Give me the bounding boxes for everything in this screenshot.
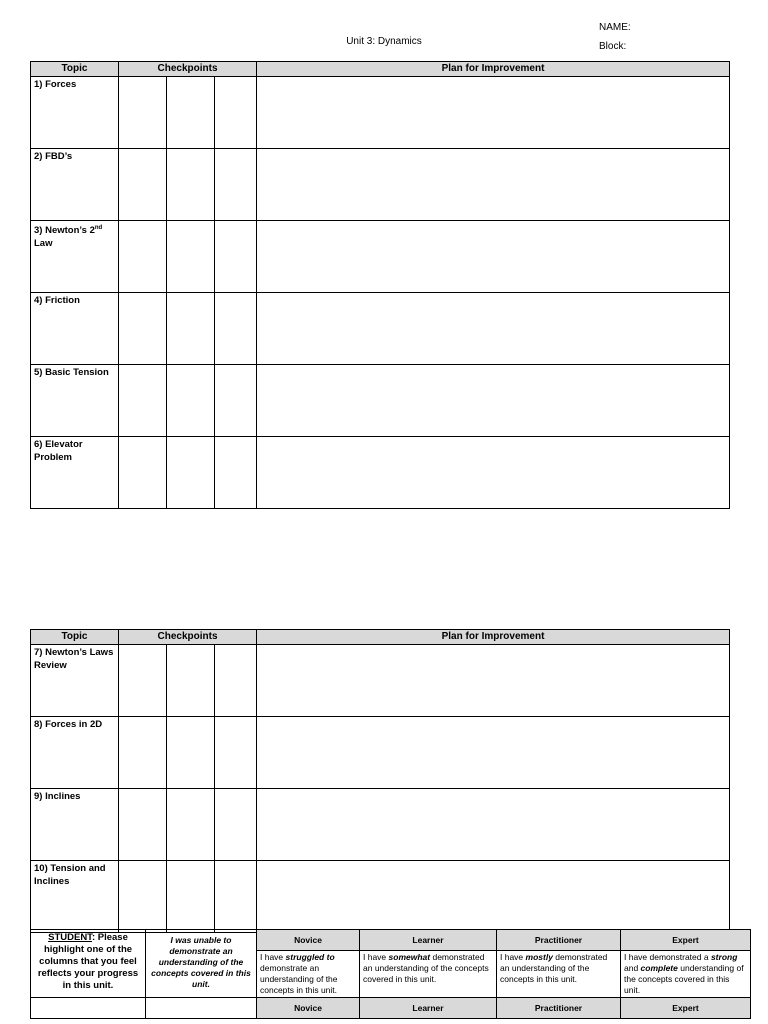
desc-emphasis: mostly — [525, 952, 553, 962]
checkpoint-cell[interactable] — [215, 365, 257, 437]
checkpoint-cell[interactable] — [119, 717, 167, 789]
checkpoint-cell[interactable] — [215, 861, 257, 933]
unable-column[interactable]: I was unable to demonstrate an understanding of the concepts covered in this unit. — [146, 930, 257, 998]
plan-cell[interactable] — [257, 77, 730, 149]
desc-emphasis: struggled to — [285, 952, 335, 962]
checkpoint-cell[interactable] — [119, 149, 167, 221]
table-row — [31, 645, 730, 717]
checkpoint-cell[interactable] — [167, 149, 215, 221]
level-novice[interactable]: Novice — [257, 930, 360, 951]
checkpoint-cell[interactable] — [119, 221, 167, 293]
topic-cell: 7) Newton’s Laws Review — [31, 645, 119, 717]
checkpoint-cell[interactable] — [215, 293, 257, 365]
checkpoint-cell[interactable] — [167, 645, 215, 717]
table-row — [31, 365, 730, 437]
checkpoint-cell[interactable] — [167, 789, 215, 861]
level-learner[interactable]: Learner — [360, 930, 497, 951]
plan-cell[interactable] — [257, 293, 730, 365]
topic-cell: 10) Tension and Inclines — [31, 861, 119, 933]
novice-description[interactable] — [257, 951, 360, 998]
level-novice[interactable]: Novice — [257, 998, 360, 1019]
desc-emphasis: strong — [710, 952, 738, 962]
desc-text: I have — [500, 952, 526, 962]
plan-cell[interactable] — [257, 221, 730, 293]
student-instruction-text: : Please highlight one of the columns that you feel reflects your progress in this unit. — [37, 932, 139, 991]
checkpoint-cell[interactable] — [119, 365, 167, 437]
checkpoint-cell[interactable] — [167, 717, 215, 789]
checkpoint-cell[interactable] — [167, 861, 215, 933]
expert-description[interactable] — [621, 951, 751, 998]
plan-cell[interactable] — [257, 437, 730, 509]
plan-header: Plan for Improvement — [257, 630, 730, 645]
checkpoint-cell[interactable] — [215, 77, 257, 149]
checkpoint-cell[interactable] — [167, 221, 215, 293]
name-label: NAME: — [599, 22, 631, 33]
topic-cell: 5) Basic Tension — [31, 365, 119, 437]
desc-text: demonstrated an understanding of the concepts covered in this unit. — [363, 952, 489, 984]
desc-emphasis: complete — [640, 963, 678, 973]
table-row — [31, 77, 730, 149]
level-practitioner[interactable]: Practitioner — [497, 930, 621, 951]
topic-superscript: nd — [94, 225, 103, 231]
desc-text: I have — [260, 952, 286, 962]
plan-cell[interactable] — [257, 149, 730, 221]
checkpoint-cell[interactable] — [215, 645, 257, 717]
checkpoint-cell[interactable] — [167, 365, 215, 437]
table-row — [31, 437, 730, 509]
plan-cell[interactable] — [257, 717, 730, 789]
checkpoint-cell[interactable] — [215, 437, 257, 509]
level-expert[interactable]: Expert — [621, 930, 751, 951]
checkpoint-cell[interactable] — [119, 861, 167, 933]
desc-text: I have demonstrated a — [624, 952, 711, 962]
topic-header: Topic — [31, 630, 119, 645]
progress-rubric — [30, 929, 751, 1019]
checkpoint-cell[interactable] — [119, 437, 167, 509]
checkpoint-table-2 — [30, 629, 730, 933]
desc-text: demonstrate an understanding of the concepts in this unit. — [260, 963, 338, 995]
practitioner-description[interactable] — [497, 951, 621, 998]
topic-header: Topic — [31, 62, 119, 77]
table-row — [31, 221, 730, 293]
student-instructions — [31, 930, 146, 998]
topic-cell: 6) Elevator Problem — [31, 437, 119, 509]
page-title: Unit 3: Dynamics — [346, 36, 422, 47]
checkpoint-cell[interactable] — [215, 789, 257, 861]
topic-cell: 9) Inclines — [31, 789, 119, 861]
checkpoint-cell[interactable] — [167, 437, 215, 509]
table-header-row — [31, 62, 730, 77]
checkpoint-cell[interactable] — [119, 789, 167, 861]
checkpoint-cell[interactable] — [119, 293, 167, 365]
checkpoints-header: Checkpoints — [119, 630, 257, 645]
plan-cell[interactable] — [257, 789, 730, 861]
topic-cell: 2) FBD’s — [31, 149, 119, 221]
level-practitioner[interactable]: Practitioner — [497, 998, 621, 1019]
checkpoint-cell[interactable] — [119, 645, 167, 717]
checkpoint-cell[interactable] — [215, 221, 257, 293]
table-row — [31, 789, 730, 861]
table-header-row — [31, 630, 730, 645]
desc-text: I have — [363, 952, 389, 962]
checkpoint-cell[interactable] — [119, 77, 167, 149]
desc-text: understanding of the concepts covered in this unit. — [624, 963, 744, 995]
topic-text: 3) Newton’s 2 — [34, 225, 95, 237]
empty-cell — [31, 998, 146, 1019]
topic-cell — [31, 221, 119, 293]
topic-cell: 1) Forces — [31, 77, 119, 149]
checkpoint-cell[interactable] — [215, 717, 257, 789]
desc-text: demonstrated an understanding of the concepts in this unit. — [500, 952, 608, 984]
table-row — [31, 149, 730, 221]
table-row — [31, 293, 730, 365]
level-expert[interactable]: Expert — [621, 998, 751, 1019]
plan-header: Plan for Improvement — [257, 62, 730, 77]
desc-emphasis: somewhat — [388, 952, 431, 962]
learner-description[interactable] — [360, 951, 497, 998]
student-label: STUDENT — [48, 932, 92, 943]
topic-cell: 8) Forces in 2D — [31, 717, 119, 789]
rubric-level-row — [31, 998, 751, 1019]
block-label: Block: — [599, 41, 627, 52]
level-learner[interactable]: Learner — [360, 998, 497, 1019]
topic-cell: 4) Friction — [31, 293, 119, 365]
table-row — [31, 717, 730, 789]
checkpoint-cell[interactable] — [167, 77, 215, 149]
checkpoint-cell[interactable] — [215, 149, 257, 221]
checkpoints-header: Checkpoints — [119, 62, 257, 77]
checkpoint-table-1 — [30, 61, 730, 509]
checkpoint-cell[interactable] — [167, 293, 215, 365]
table-row — [31, 861, 730, 933]
plan-cell[interactable] — [257, 861, 730, 933]
plan-cell[interactable] — [257, 645, 730, 717]
empty-cell — [146, 998, 257, 1019]
plan-cell[interactable] — [257, 365, 730, 437]
desc-text: and — [624, 963, 641, 973]
rubric-level-row — [31, 930, 751, 951]
topic-text: Law — [34, 238, 53, 250]
